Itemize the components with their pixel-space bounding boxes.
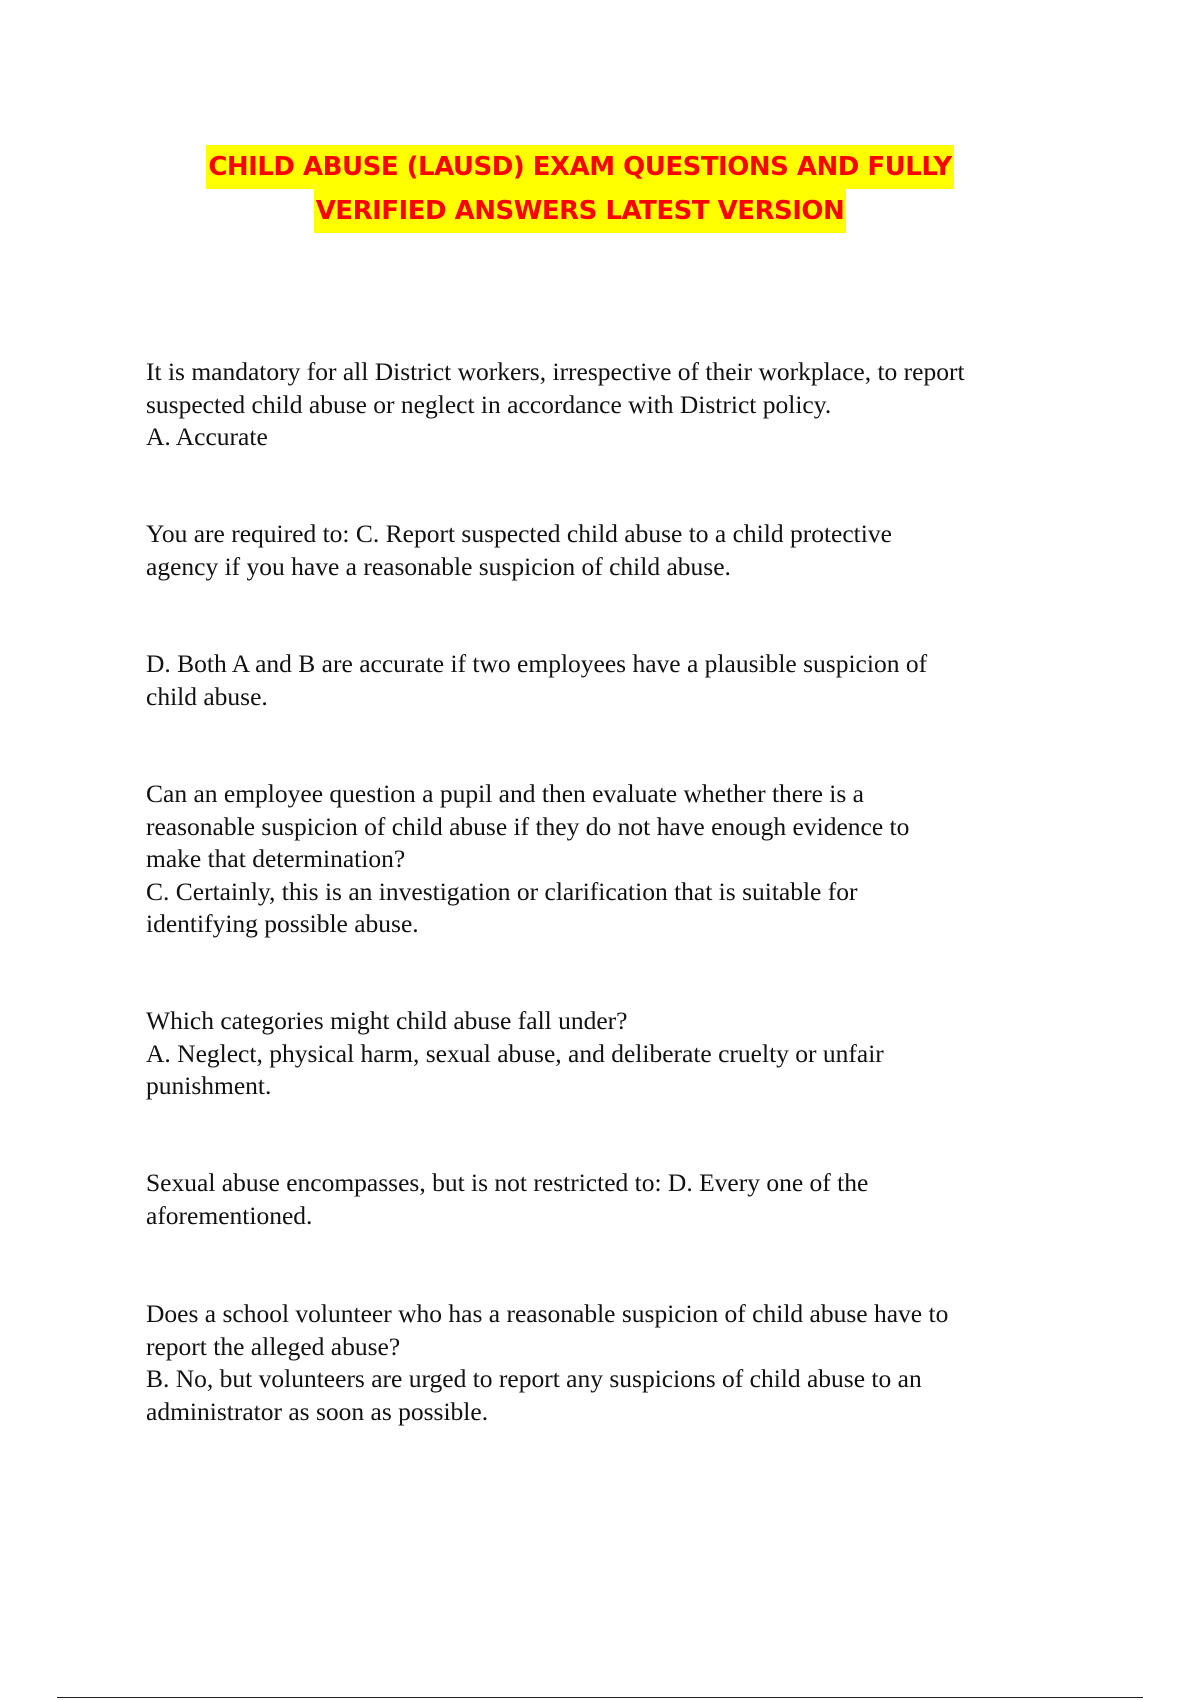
qa-line: A. Neglect, physical harm, sexual abuse, and deliberate cruelty or unfair bbox=[146, 1038, 884, 1068]
qa-line: Does a school volunteer who has a reasonable suspicion of child abuse have to bbox=[146, 1299, 949, 1328]
qa-line: identifying possible abuse. bbox=[146, 909, 419, 938]
qa-line: D. Both A and B are accurate if two employees have a plausible suspicion of bbox=[146, 649, 928, 678]
qa-line: You are required to: C. Report suspected child abuse to a child protective bbox=[146, 519, 892, 548]
qa-line: It is mandatory for all District workers, irrespective of their workplace, to report bbox=[146, 357, 965, 386]
qa-item-3 bbox=[146, 648, 1076, 713]
document-title bbox=[0, 145, 1160, 233]
qa-line: Can an employee question a pupil and then evaluate whether there is a bbox=[146, 779, 864, 808]
qa-item-7 bbox=[146, 1298, 1076, 1428]
qa-line: C. Certainly, this is an investigation or clarification that is suitable for bbox=[146, 876, 858, 906]
qa-item-5 bbox=[146, 1005, 1076, 1103]
qa-item-2 bbox=[146, 518, 1076, 583]
footer-divider bbox=[57, 1697, 1143, 1698]
qa-line: A. Accurate bbox=[146, 422, 268, 451]
qa-line: agency if you have a reasonable suspicion of child abuse. bbox=[146, 551, 731, 581]
qa-line: child abuse. bbox=[146, 681, 268, 711]
qa-item-6 bbox=[146, 1167, 1076, 1232]
qa-item-1 bbox=[146, 356, 1076, 454]
title-line-1: CHILD ABUSE (LAUSD) EXAM QUESTIONS AND FULLY bbox=[206, 145, 953, 189]
qa-line: punishment. bbox=[146, 1071, 272, 1100]
qa-line: make that determination? bbox=[146, 844, 406, 873]
qa-line: administrator as soon as possible. bbox=[146, 1396, 489, 1426]
qa-line: Which categories might child abuse fall under? bbox=[146, 1006, 628, 1035]
qa-line: B. No, but volunteers are urged to report any suspicions of child abuse to an bbox=[146, 1364, 922, 1393]
qa-line: reasonable suspicion of child abuse if they do not have enough evidence to bbox=[146, 811, 910, 841]
qa-line: suspected child abuse or neglect in accordance with District policy. bbox=[146, 389, 832, 419]
qa-line: Sexual abuse encompasses, but is not restricted to: D. Every one of the bbox=[146, 1168, 869, 1197]
title-line-2: VERIFIED ANSWERS LATEST VERSION bbox=[314, 189, 847, 233]
qa-item-4 bbox=[146, 778, 1076, 941]
qa-line: report the alleged abuse? bbox=[146, 1331, 401, 1361]
qa-line: aforementioned. bbox=[146, 1200, 313, 1230]
